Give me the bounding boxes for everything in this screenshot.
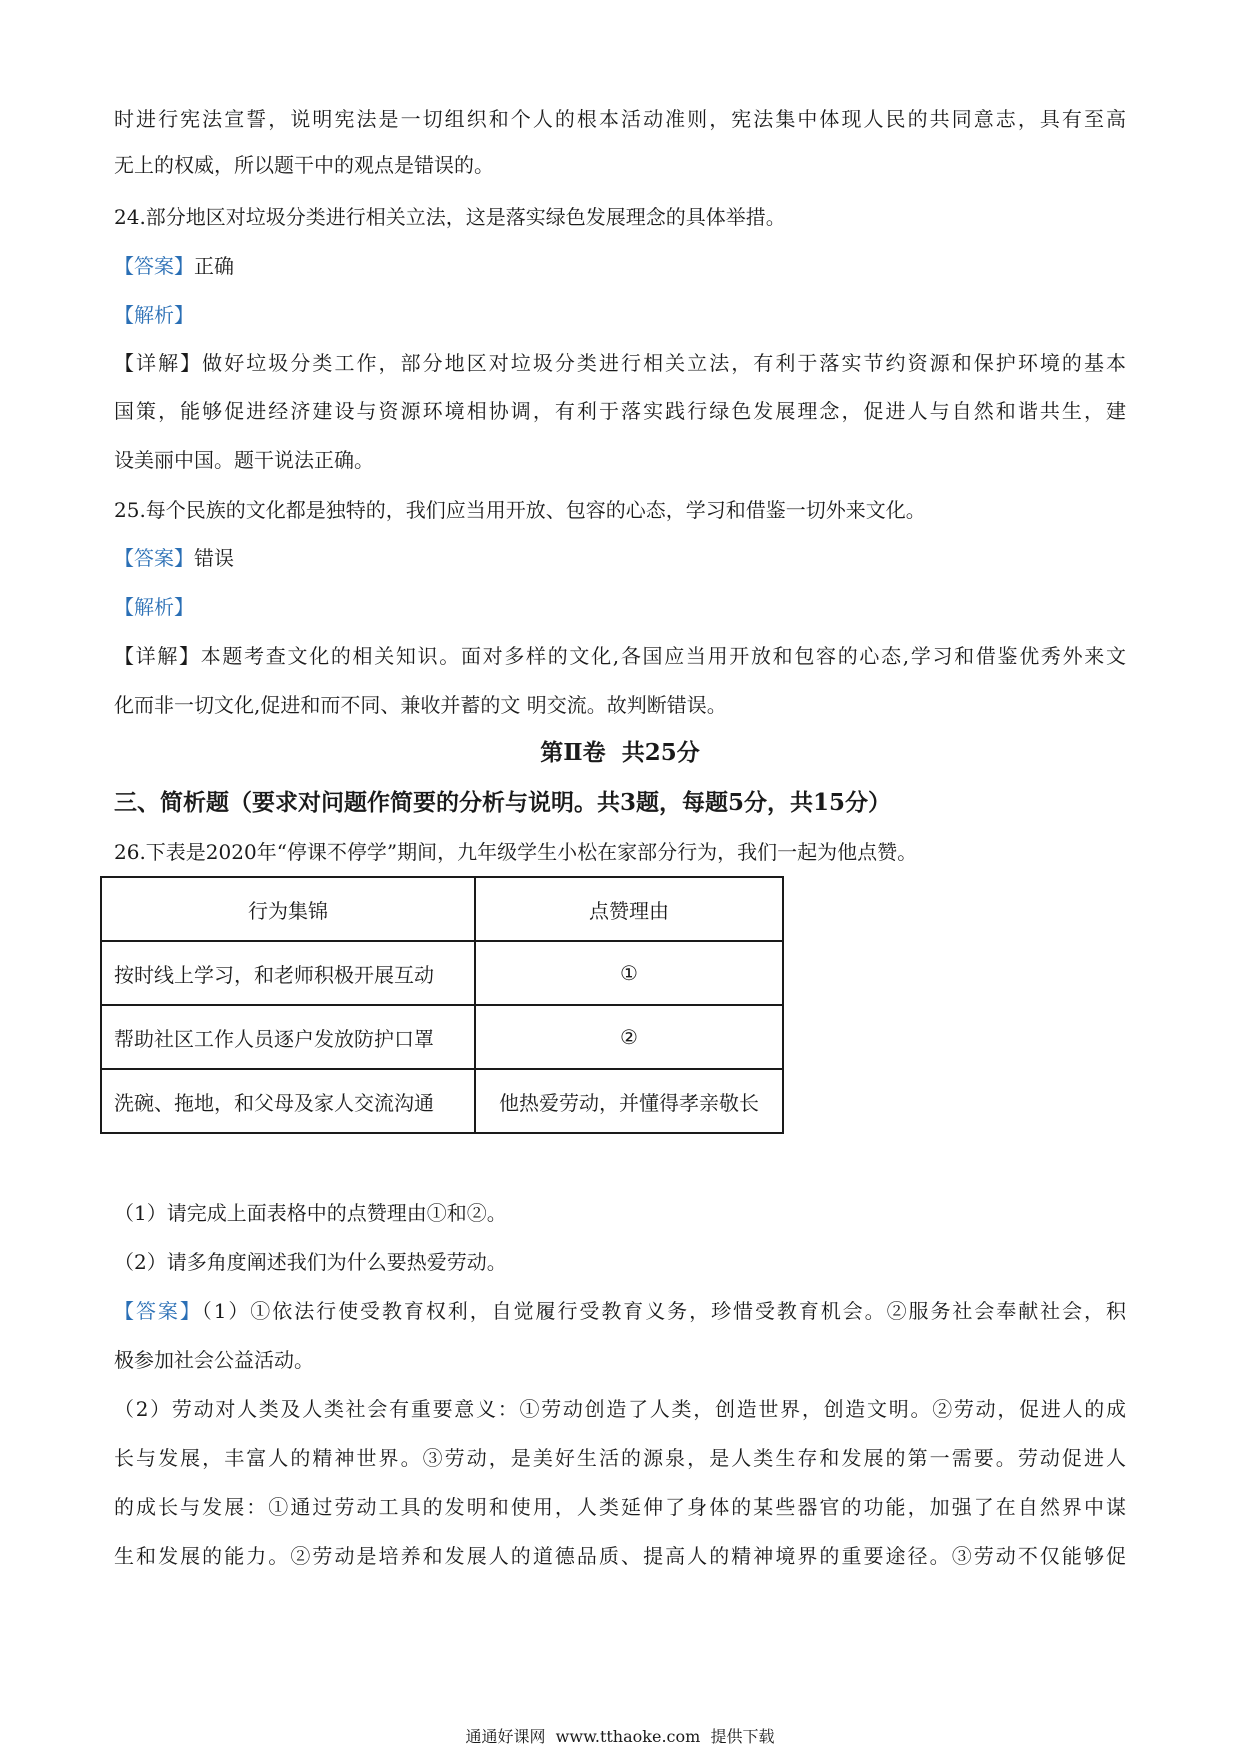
analysis-tag: 【解析】: [114, 595, 194, 619]
table-row: [101, 1005, 783, 1069]
answer-line: [114, 545, 1126, 571]
answer-line: 生和发展的能力。②劳动是培养和发展人的道德品质、提高人的精神境界的重要途径。③劳动不仅能够促: [114, 1544, 1126, 1568]
praise-table: [100, 876, 784, 1134]
answer-text: 正确: [194, 254, 234, 278]
page-footer: 通通好课网 www.tthaoke.com 提供下载: [465, 1727, 775, 1746]
answer-text: 错误: [194, 546, 234, 570]
detail-line: 国策，能够促进经济建设与资源环境相协调，有利于落实践行绿色发展理念，促进人与自然和谐共生，建: [114, 399, 1126, 423]
part-title: 三、简析题（要求对问题作简要的分析与说明。共3题，每题5分，共15分）: [114, 789, 892, 816]
analysis-tag: 【解析】: [114, 303, 194, 327]
sub-question: （1）请完成上面表格中的点赞理由①和②。: [114, 1201, 507, 1225]
answer-line: 极参加社会公益活动。: [114, 1348, 314, 1372]
question-24: 24.部分地区对垃圾分类进行相关立法，这是落实绿色发展理念的具体举措。: [114, 205, 786, 229]
answer-tag: 【答案】: [114, 1299, 202, 1323]
table-row: [101, 941, 783, 1005]
table-cell: 按时线上学习，和老师积极开展互动: [101, 941, 475, 1005]
answer-text: （1）①依法行使受教育权利，自觉履行受教育义务，珍惜受教育机会。②服务社会奉献社会，积: [201, 1299, 1126, 1323]
paragraph-line: 无上的权威，所以题干中的观点是错误的。: [114, 153, 494, 177]
table-header-cell: 行为集锦: [101, 877, 475, 941]
detail-line: 【详解】做好垃圾分类工作，部分地区对垃圾分类进行相关立法，有利于落实节约资源和保护环境的基本: [114, 351, 1126, 375]
paragraph-line: 时进行宪法宣誓，说明宪法是一切组织和个人的根本活动准则，宪法集中体现人民的共同意志，具有至高: [114, 107, 1126, 131]
answer-line: 的成长与发展：①通过劳动工具的发明和使用，人类延伸了身体的某些器官的功能，加强了在自然界中谋: [114, 1495, 1126, 1519]
table-cell: 他热爱劳动，并懂得孝亲敬长: [475, 1069, 783, 1133]
table-header-row: [101, 877, 783, 941]
detail-line: 【详解】本题考查文化的相关知识。面对多样的文化,各国应当用开放和包容的心态,学习和借鉴优秀外来文: [114, 644, 1126, 668]
answer-tag: 【答案】: [114, 254, 194, 278]
table-cell: 洗碗、拖地，和父母及家人交流沟通: [101, 1069, 475, 1133]
answer-line: [114, 253, 1126, 279]
detail-line: 化而非一切文化,促进和而不同、兼收并蓄的文 明交流。故判断错误。: [114, 693, 727, 717]
answer-line: [114, 1298, 1126, 1324]
answer-line: （2）劳动对人类及人类社会有重要意义：①劳动创造了人类，创造世界，创造文明。②劳动，促进人的成: [114, 1397, 1126, 1421]
table-header-cell: 点赞理由: [475, 877, 783, 941]
question-26: 26.下表是2020年“停课不停学”期间，九年级学生小松在家部分行为，我们一起为他点赞。: [114, 840, 918, 864]
answer-tag: 【答案】: [114, 546, 194, 570]
detail-line: 设美丽中国。题干说法正确。: [114, 448, 374, 472]
section-title: 第Ⅱ卷 共25分: [540, 739, 700, 766]
table-cell: ②: [475, 1005, 783, 1069]
sub-question: （2）请多角度阐述我们为什么要热爱劳动。: [114, 1250, 507, 1274]
table-row: [101, 1069, 783, 1133]
answer-line: 长与发展，丰富人的精神世界。③劳动，是美好生活的源泉，是人类生存和发展的第一需要。劳动促进人: [114, 1446, 1126, 1470]
question-25: 25.每个民族的文化都是独特的，我们应当用开放、包容的心态，学习和借鉴一切外来文化。: [114, 498, 926, 522]
table-cell: 帮助社区工作人员逐户发放防护口罩: [101, 1005, 475, 1069]
table-cell: ①: [475, 941, 783, 1005]
